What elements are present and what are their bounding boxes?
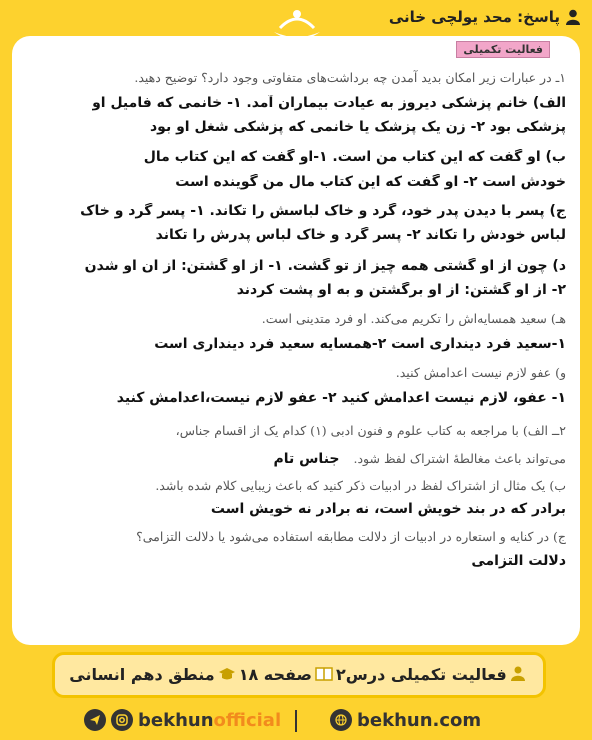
book-label: منطق دهم انسانی [69,665,215,684]
answer-line: خودش است ۲- او گفت که این کتاب مال من گوینده است [175,174,566,190]
question-line: هـ) سعید همسایه‌اش را تکریم می‌کند. او فرد متدینی است. [261,311,566,326]
answer-line [273,448,566,467]
globe-icon [330,709,352,731]
student-icon [510,656,526,696]
website-link[interactable] [330,705,481,735]
instagram-icon [111,709,133,731]
user-icon [566,9,580,25]
answer-line: ج) پسر با دیدن پدر خود، گرد و خاک لباسش را تکاند. ۱- پسر گرد و خاک [80,203,566,219]
footer-divider [295,710,297,732]
answer-line: د) چون از او گشتی همه چیز از تو گشت. ۱- از او گشتن: از ان او شدن [84,258,566,274]
answer-label: پاسخ: محد یولچی خانی [388,8,560,26]
page-label: صفحه ۱۸ [238,665,313,684]
handle-text [138,710,281,731]
answer-text: جناس تام [273,451,340,467]
answer-line: الف) خانم پزشکی دیروز به عیادت بیماران آمد. ۱- خانمی که فامیل او [92,95,566,111]
question-line: و) عفو لازم نیست اعدامش کنید. [395,365,566,380]
header [0,0,592,40]
question-line: ج) در کنایه و استعاره در ادبیات از دلالت مطابقه استفاده می‌شود یا دلالت التزامی؟ [136,529,566,544]
answer-line: ۲- از او گشتن: از او برگشتن و به او پشت کردند [236,282,566,298]
section-tab: فعالیت تکمیلی [456,41,550,58]
answer-line: دلالت التزامی [471,553,566,569]
answer-author [389,8,580,26]
book-icon [315,656,333,696]
website-text: bekhun.com [357,709,482,731]
telegram-icon [84,709,106,731]
answer-card [12,36,580,645]
lesson-info-bar [52,652,546,698]
answer-line: ۱- عفو، لازم نیست اعدامش کنید ۲- عفو لازم نیست،اعدامش کنید [116,390,566,406]
answer-line: برادر که در بند خویش است، نه برادر نه خویش است [210,501,566,517]
handle-part-2: official [213,709,282,731]
handle-part-1: bekhun [138,709,214,731]
question-line: ۲ــ الف) با مراجعه به کتاب علوم و فنون ادبی (۱) کدام یک از اقسام جناس، [175,423,566,438]
question-line: ب) یک مثال از اشتراک لفظ در ادبیات ذکر کنید که باعث زیبایی کلام شده باشد. [155,478,566,493]
answer-line: پزشکی بود ۲- زن یک پزشک یا خانمی که پزشکی شغل او بود [149,119,566,135]
answer-line: ۱-سعید فرد دینداری است ۲-همسایه سعید فرد دینداری است [154,336,566,352]
activity-label: فعالیت تکمیلی درس۲ [336,665,507,684]
social-handle[interactable] [84,705,281,735]
graduation-cap-icon [218,656,236,696]
answer-line: لباس خودش را تکاند ۲- پسر گرد و خاک لباس پدرش را تکاند [155,227,566,243]
answer-line: ب) او گفت که این کتاب من است. ۱-او گفت که این کتاب مال [143,149,566,165]
question-line: ۱ـ در عبارات زیر امکان بدید آمدن چه برداشت‌های متفاوتی وجود دارد؟ توضیح دهید. [134,70,566,85]
question-text: می‌تواند باعث مغالطهٔ اشتراک لفظ شود. [353,451,566,466]
